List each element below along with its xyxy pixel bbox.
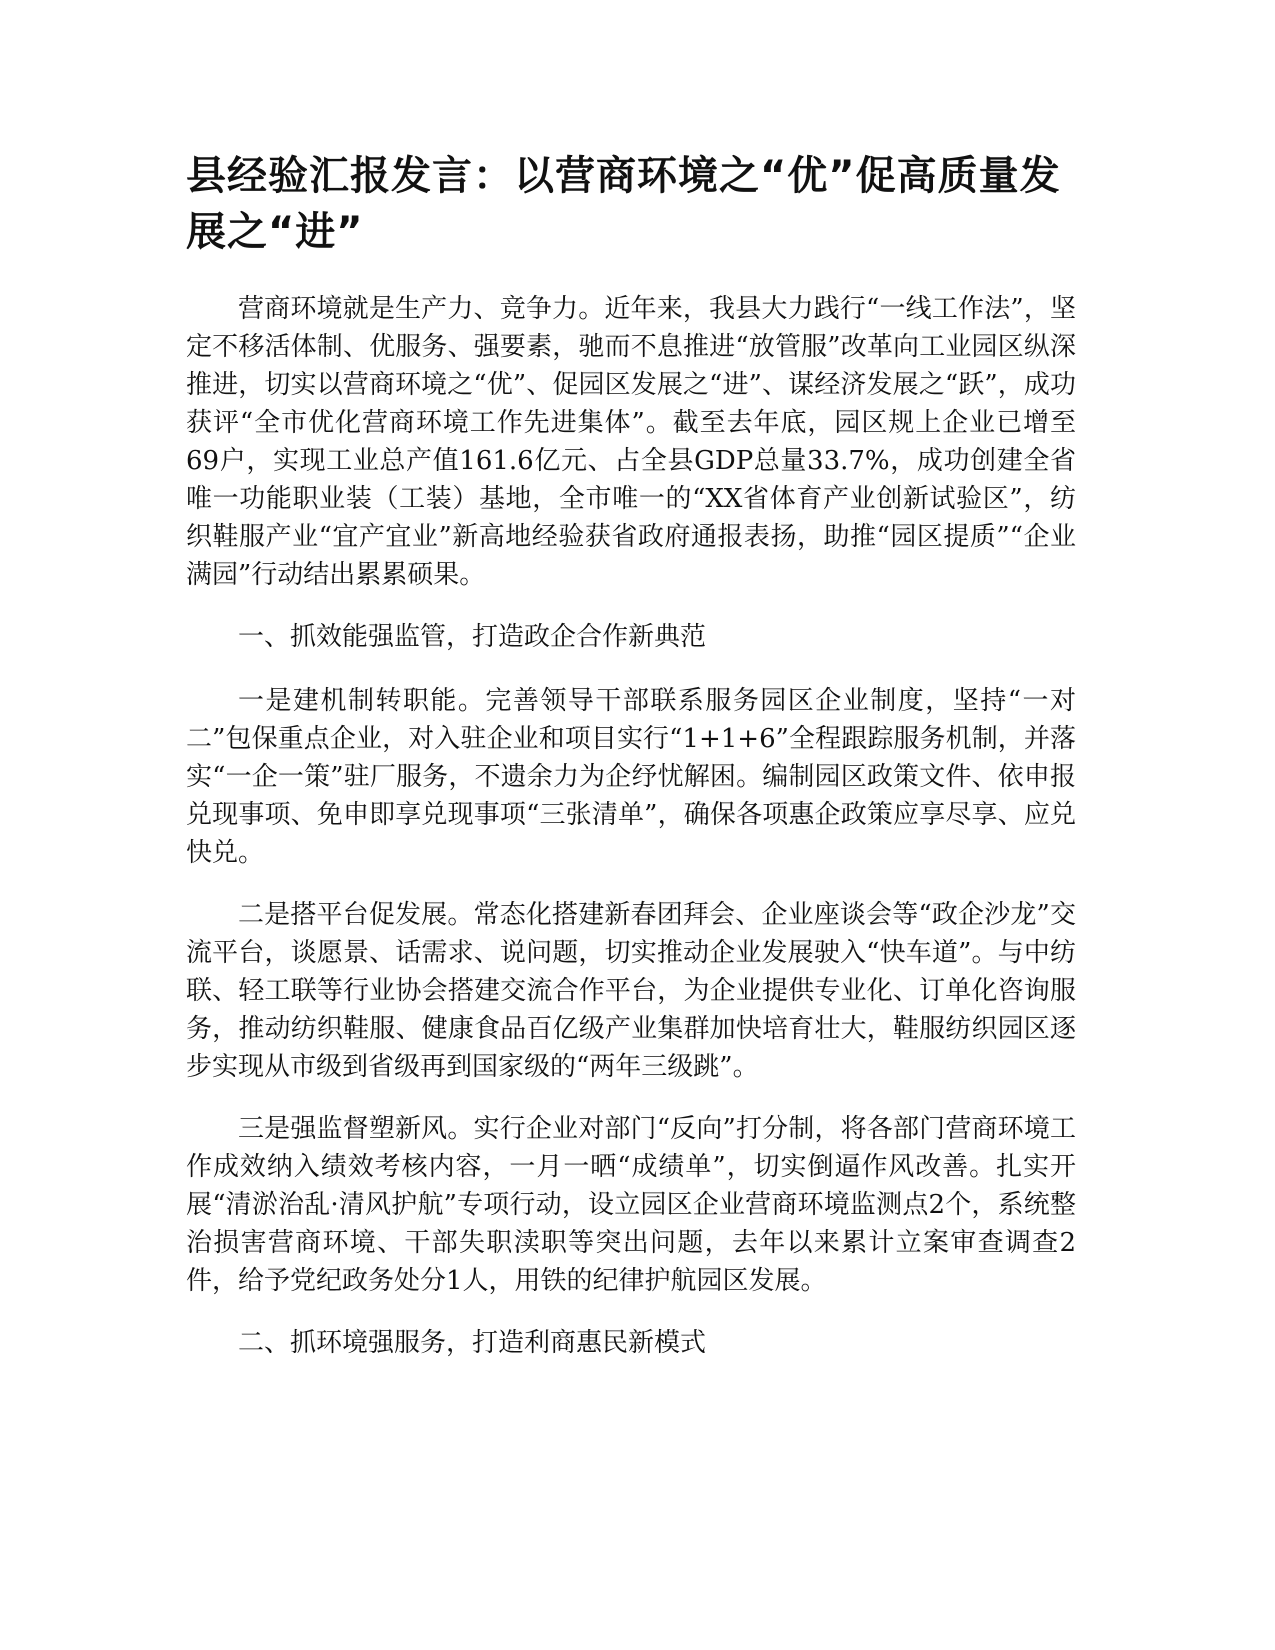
body-paragraph-platform: 二是搭平台促发展。常态化搭建新春团拜会、企业座谈会等“政企沙龙”交流平台，谈愿景、话需求、说问题，切实推动企业发展驶入“快车道”。与中纺联、轻工联等行业协会搭建交流合作平台，为企业提供专业化、订单化咨询服务，推动纺织鞋服、健康食品百亿级产业集群加快培育壮大，鞋服纺织园区逐步实现从市级到省级再到国家级的“两年三级跳”。 — [186, 900, 1076, 1082]
document-title: 县经验汇报发言：以营商环境之“优”促高质量发展之“进” — [186, 153, 1061, 255]
body-paragraph-mechanism: 一是建机制转职能。完善领导干部联系服务园区企业制度，坚持“一对二”包保重点企业，对入驻企业和项目实行“1+1+6”全程跟踪服务机制，并落实“一企一策”驻厂服务，不遗余力为企纾忧解困。编制园区政策文件、依申报兑现事项、免申即享兑现事项“三张清单”，确保各项惠企政策应享尽享、应兑快兑。 — [186, 686, 1076, 868]
intro-paragraph: 营商环境就是生产力、竞争力。近年来，我县大力践行“一线工作法”，坚定不移活体制、优服务、强要素，驰而不息推进“放管服”改革向工业园区纵深推进，切实以营商环境之“优”、促园区发展之“进”、谋经济发展之“跃”，成功获评“全市优化营商环境工作先进集体”。截至去年底，园区规上企业已增至69户，实现工业总产值161.6亿元、占全县GDP总量33.7%，成功创建全省唯一功能职业装（工装）基地，全市唯一的“XX省体育产业创新试验区”，纺织鞋服产业“宜产宜业”新高地经验获省政府通报表扬，助推“园区提质”“企业满园”行动结出累累硕果。 — [186, 294, 1076, 590]
body-paragraph-supervision: 三是强监督塑新风。实行企业对部门“反向”打分制，将各部门营商环境工作成效纳入绩效考核内容，一月一晒“成绩单”，切实倒逼作风改善。扎实开展“清淤治乱·清风护航”专项行动，设立园区企业营商环境监测点2个，系统整治损害营商环境、干部失职渎职等突出问题，去年以来累计立案审查调查2件，给予党纪政务处分1人，用铁的纪律护航园区发展。 — [186, 1114, 1076, 1296]
section-heading-1: 一、抓效能强监管，打造政企合作新典范 — [238, 622, 707, 652]
document-body — [186, 148, 1076, 1388]
section-heading-2: 二、抓环境强服务，打造利商惠民新模式 — [238, 1328, 707, 1358]
